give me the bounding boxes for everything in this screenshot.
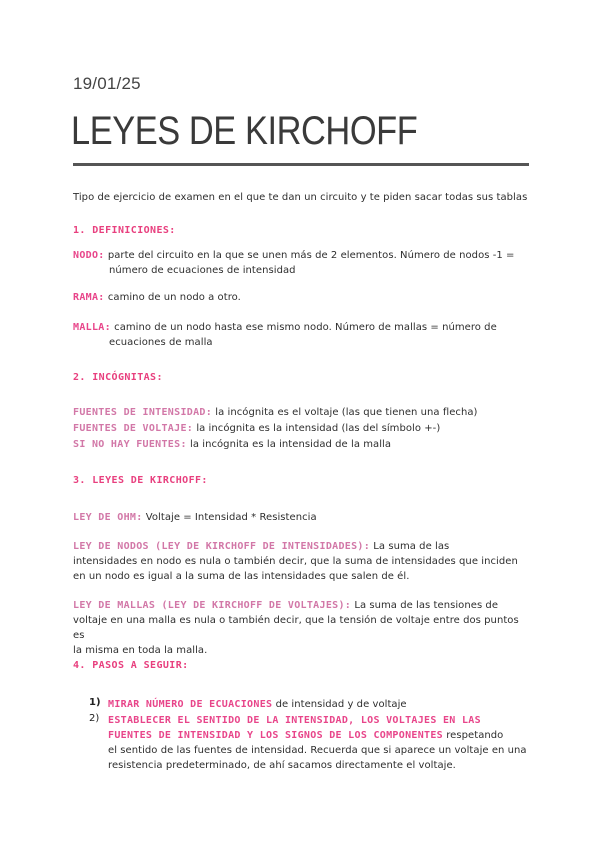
step-2-text-2: respetando [443, 730, 504, 741]
step-2-text-4: resistencia predeterminado, de ahí sacamos directamente el voltaje. [108, 760, 456, 771]
ley-nodos-text-3: en un nodo es igual a la suma de las intensidades que salen de él. [73, 571, 410, 582]
incognita-sin-fuentes [73, 437, 391, 452]
step-1-term: MIRAR NÚMERO DE ECUACIONES [108, 699, 273, 710]
step-2-term-2: FUENTES DE INTENSIDAD Y LOS SIGNOS DE LOS COMPONENTES [108, 730, 443, 741]
note-date: 19/01/25 [73, 74, 141, 93]
term-rama: RAMA: [73, 292, 105, 303]
ley-nodos [73, 539, 533, 584]
term-malla: MALLA: [73, 322, 111, 333]
incognita-fuentes-voltaje [73, 421, 440, 436]
step-2-text-3: el sentido de las fuentes de intensidad. Recuerda que si aparece un voltaje en una [108, 745, 527, 756]
term-ley-mallas: LEY DE MALLAS (LEY DE KIRCHOFF DE VOLTAJES): [73, 600, 352, 611]
section-heading-pasos: 4. PASOS A SEGUIR: [73, 660, 189, 671]
malla-text-1: camino de un nodo hasta ese mismo nodo. Número de mallas = número de [110, 322, 497, 333]
ley-ohm [73, 510, 317, 525]
nodo-text-1: parte del circuito en la que se unen más de 2 elementos. Número de nodos -1 = [104, 250, 515, 261]
definition-nodo [73, 248, 533, 278]
fuentes-intensidad-text: la incógnita es el voltaje (las que tienen una flecha) [212, 407, 478, 418]
step-1 [108, 697, 407, 712]
term-fuentes-voltaje: FUENTES DE VOLTAJE: [73, 423, 194, 434]
title-divider [73, 163, 529, 166]
sin-fuentes-text: la incógnita es la intensidad de la malla [186, 439, 392, 450]
term-nodo: NODO: [73, 250, 105, 261]
step-1-number: 1) [89, 697, 101, 708]
step-2-number: 2) [89, 713, 100, 724]
ley-mallas-text-1: La suma de las tensiones de [351, 600, 499, 611]
nodo-text-2: número de ecuaciones de intensidad [109, 265, 296, 276]
ley-nodos-text-2: intensidades en nodo es nula o también decir, que la suma de intensidades que inciden [73, 556, 518, 567]
definition-malla [73, 320, 533, 350]
section-heading-leyes: 3. LEYES DE KIRCHOFF: [73, 475, 208, 486]
intro-text: Tipo de ejercicio de examen en el que te dan un circuito y te piden sacar todas sus tablas [73, 192, 528, 203]
ley-mallas [73, 598, 533, 658]
step-2-term-1: ESTABLECER EL SENTIDO DE LA INTENSIDAD, LOS VOLTAJES EN LAS [108, 715, 481, 726]
incognita-fuentes-intensidad [73, 405, 478, 420]
ley-nodos-text-1: La suma de las [370, 541, 450, 552]
page-title: LEYES DE KIRCHOFF [71, 109, 418, 153]
section-heading-incognitas: 2. INCÓGNITAS: [73, 372, 163, 383]
term-sin-fuentes: SI NO HAY FUENTES: [73, 439, 187, 450]
ley-mallas-text-2: voltaje en una malla es nula o también decir, que la tensión de voltaje entre dos puntos es [73, 615, 519, 641]
step-2 [108, 713, 528, 773]
term-ley-ohm: LEY DE OHM: [73, 512, 143, 523]
definition-rama [73, 290, 241, 305]
fuentes-voltaje-text: la incógnita es la intensidad (las del símbolo +-) [193, 423, 441, 434]
malla-text-2: ecuaciones de malla [109, 337, 213, 348]
term-ley-nodos: LEY DE NODOS (LEY DE KIRCHOFF DE INTENSIDADES): [73, 541, 371, 552]
step-1-text: de intensidad y de voltaje [272, 699, 407, 710]
ley-ohm-text: Voltaje = Intensidad * Resistencia [142, 512, 317, 523]
rama-text: camino de un nodo a otro. [104, 292, 241, 303]
section-heading-definiciones: 1. DEFINICIONES: [73, 225, 176, 236]
ley-mallas-text-3: la misma en toda la malla. [73, 645, 208, 656]
term-fuentes-intensidad: FUENTES DE INTENSIDAD: [73, 407, 213, 418]
